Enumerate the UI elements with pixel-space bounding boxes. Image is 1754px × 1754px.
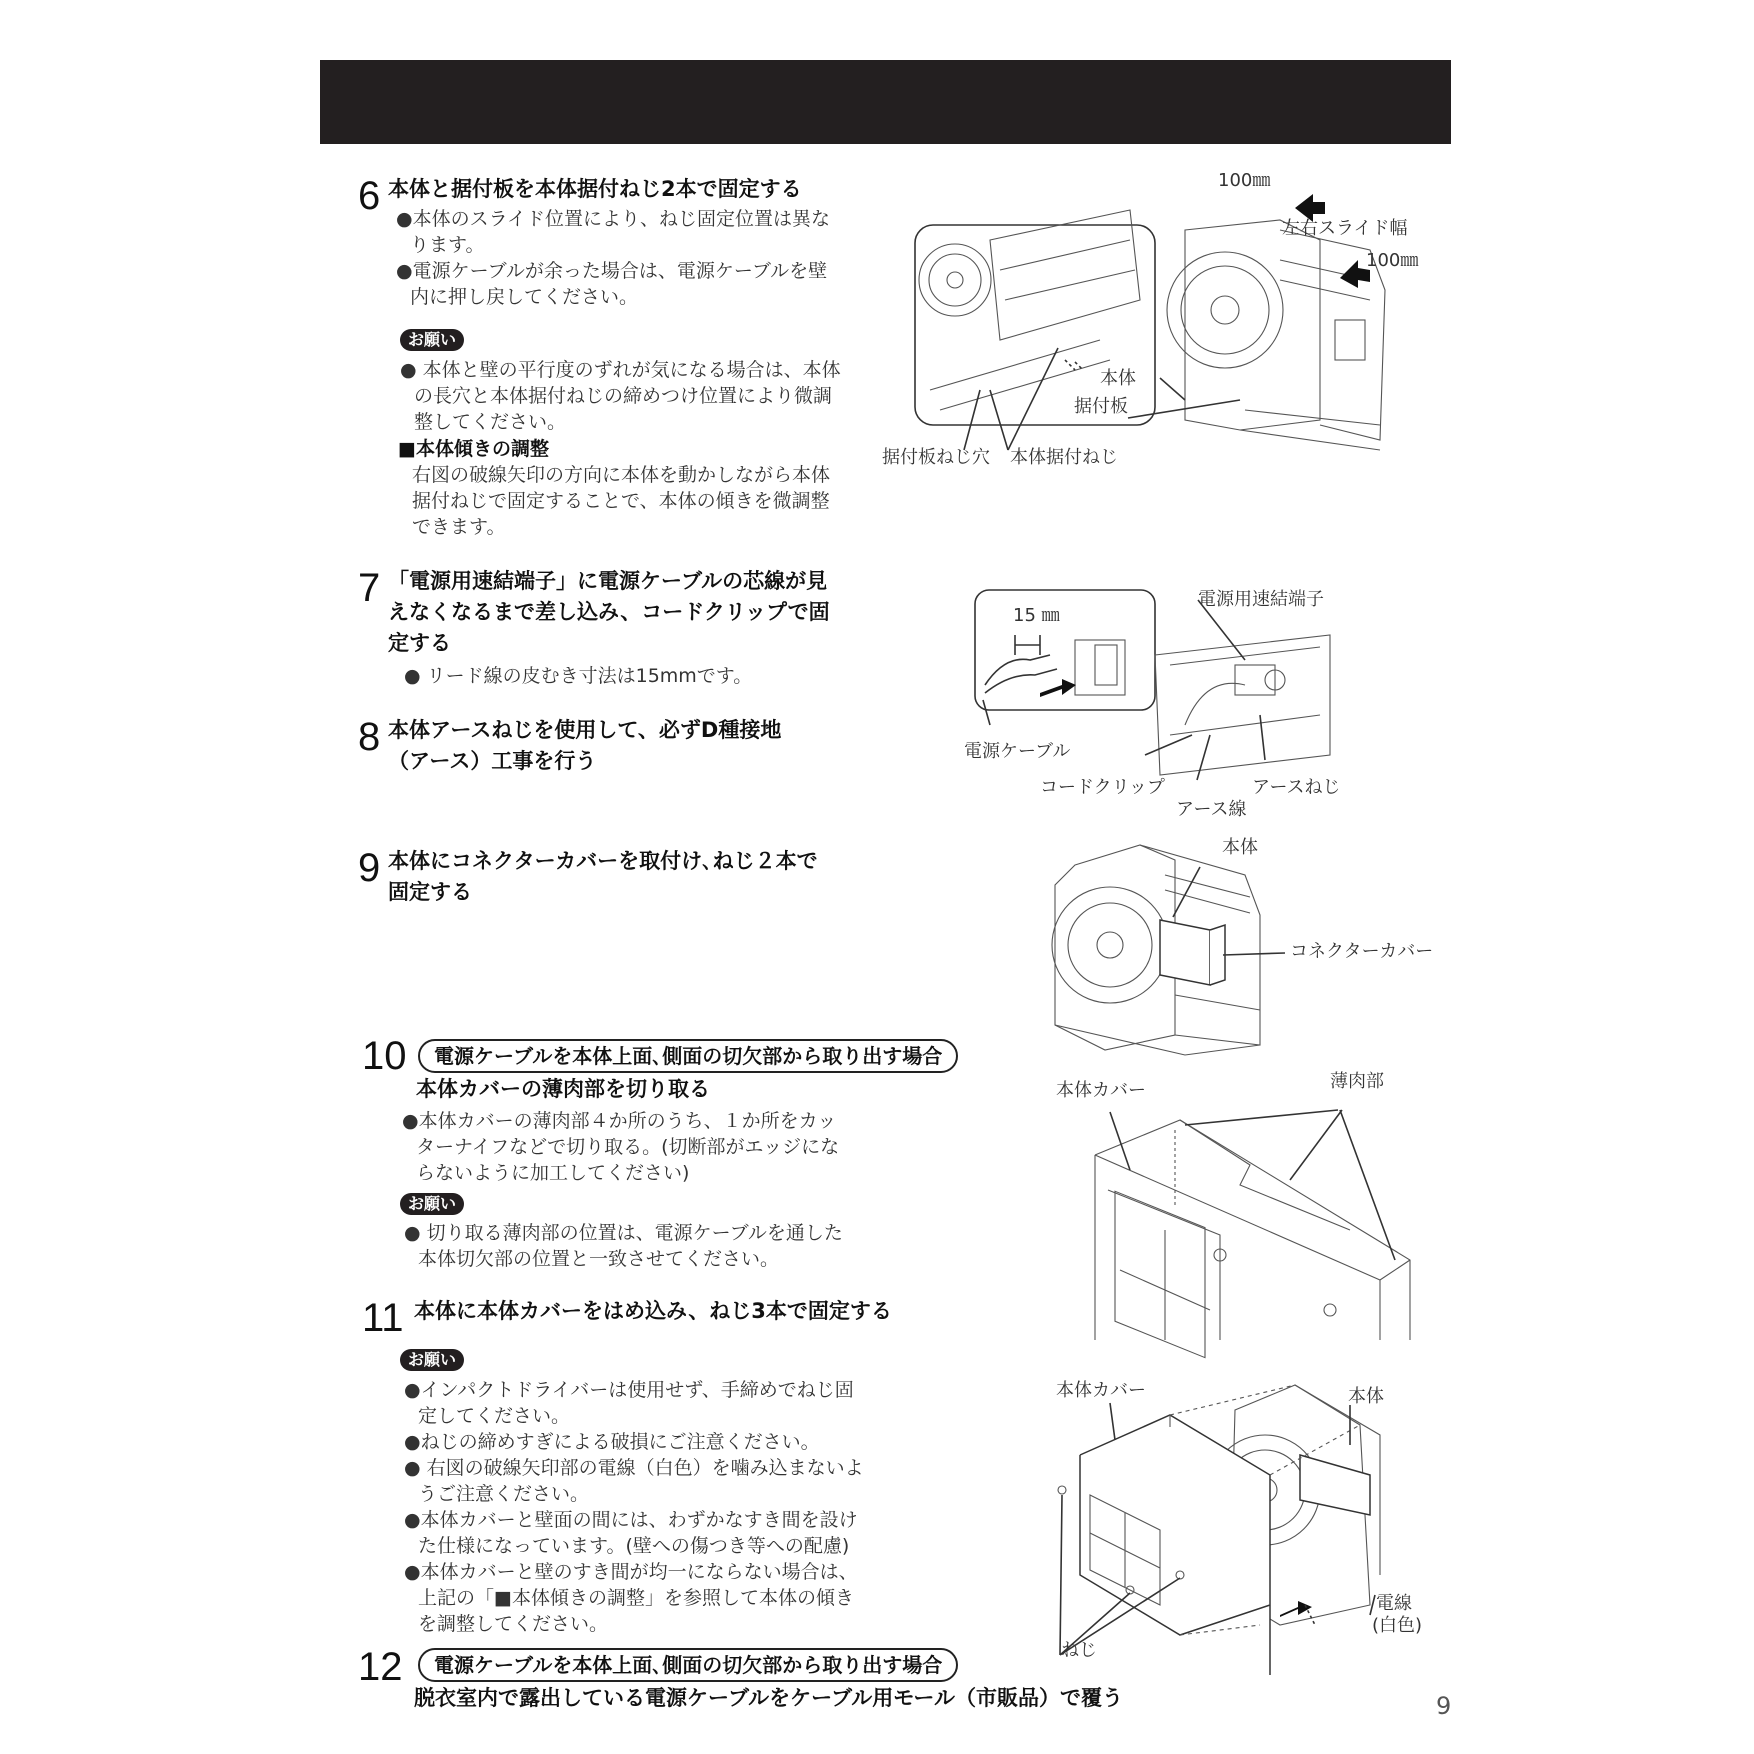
earth-screw-label: アースねじ [1252, 777, 1341, 798]
step-7-number: 7 [358, 566, 381, 610]
note-line: を調整してください。 [418, 1613, 609, 1635]
note-line: ●インパクトドライバーは使用せず、手締めでねじ固 [404, 1379, 854, 1401]
text-line: できます。 [412, 516, 506, 538]
step-10-bullets [402, 1108, 902, 1186]
note-line: うご注意ください。 [418, 1483, 590, 1505]
tilt-adjust-text [412, 462, 912, 540]
step-6-title: 本体と据付板を本体据付ねじ2本で固定する [388, 177, 802, 201]
plate-screw-hole-label: 据付板ねじ穴 [882, 447, 990, 468]
bullet-line: ります。 [410, 234, 485, 256]
step-11-notes [404, 1377, 924, 1637]
figure-6-diagram [900, 170, 1420, 470]
title-line: （アース）工事を行う [388, 749, 597, 773]
body-cover-label-fig10: 本体カバー [1056, 1080, 1146, 1101]
strip-length-label: 15 ㎜ [1013, 605, 1060, 626]
bullet-line: らないように加工してください) [416, 1162, 690, 1184]
step-11-title: 本体に本体カバーをはめ込み、ねじ3本で固定する [414, 1299, 892, 1323]
note-line: ●ねじの締めすぎによる破損にご注意ください。 [404, 1431, 820, 1453]
note-line: の長穴と本体据付ねじの締めつけ位置により微調 [414, 385, 833, 407]
note-line: 整してください。 [414, 411, 567, 433]
honntai-label: 本体 [1100, 368, 1136, 389]
onegai-badge: お願い [400, 329, 464, 351]
bullet-line: ●本体カバーの薄肉部４か所のうち、１か所をカッ [402, 1110, 837, 1132]
step-10-condition-pill: 電源ケーブルを本体上面､側面の切欠部から取り出す場合 [418, 1039, 958, 1073]
note-line: た仕様になっています。(壁への傷つき等への配慮) [418, 1535, 850, 1557]
dim-label-100-top: 100㎜ [1218, 170, 1271, 191]
onegai-badge: お願い [400, 1349, 464, 1371]
step-10-notes [404, 1220, 904, 1272]
bullet-line: ●電源ケーブルが余った場合は、電源ケーブルを壁 [396, 260, 828, 282]
note-line: ●本体カバーと壁のすき間が均一にならない場合は、 [404, 1561, 858, 1583]
bullet-line: ターナイフなどで切り取る。(切断部がエッジにな [416, 1136, 840, 1158]
figure-10-diagram [1050, 1070, 1430, 1340]
power-cable-label: 電源ケーブル [964, 741, 1071, 762]
dim-label-100-right: 100㎜ [1366, 250, 1419, 271]
header-bar [320, 60, 1451, 144]
step-8-title [388, 715, 781, 777]
note-line: 本体切欠部の位置と一致させてください。 [418, 1248, 780, 1270]
quick-terminal-label: 電源用速結端子 [1198, 589, 1324, 610]
step-10-title: 本体カバーの薄肉部を切り取る [416, 1077, 710, 1101]
step-7-title [388, 566, 908, 659]
title-line: 固定する [388, 880, 472, 904]
note-line: ● 右図の破線矢印部の電線（白色）を噛み込まないよ [404, 1457, 864, 1479]
title-line: えなくなるまで差し込み、コードクリップで固 [388, 600, 830, 624]
screws-label: ねじ [1061, 1640, 1097, 1661]
page-number: 9 [1436, 1692, 1452, 1720]
wire-label: 電線 [1376, 1593, 1412, 1614]
honntai-label-fig11: 本体 [1348, 1386, 1384, 1407]
body-screw-label: 本体据付ねじ [1010, 447, 1118, 468]
step-8-number: 8 [358, 715, 381, 759]
note-line: ●本体カバーと壁面の間には、わずかなすき間を設け [404, 1509, 858, 1531]
step-6-notes [400, 357, 900, 435]
cord-clip-label: コードクリップ [1040, 777, 1165, 798]
note-line: ● 切り取る薄肉部の位置は、電源ケーブルを通した [404, 1222, 843, 1244]
title-line: 定する [388, 631, 451, 655]
step-9-number: 9 [358, 846, 381, 890]
connector-cover-label: コネクターカバー [1290, 941, 1434, 962]
step-12-condition-pill: 電源ケーブルを本体上面､側面の切欠部から取り出す場合 [418, 1648, 958, 1682]
onegai-badge: お願い [400, 1193, 464, 1215]
body-cover-label-fig11: 本体カバー [1056, 1380, 1146, 1401]
step-6-bullets [396, 206, 896, 310]
step-12-number: 12 [358, 1645, 403, 1689]
text-line: 据付ねじで固定することで、本体の傾きを微調整 [412, 490, 830, 512]
note-line: 上記の「■本体傾きの調整」を参照して本体の傾き [418, 1587, 854, 1609]
honntai-label-fig9: 本体 [1222, 837, 1258, 858]
thin-part-label: 薄肉部 [1330, 1071, 1384, 1092]
title-line: 「電源用速結端子」に電源ケーブルの芯線が見 [388, 569, 828, 593]
suetsukeita-label: 据付板 [1074, 396, 1128, 417]
title-line: 本体アースねじを使用して、必ずD種接地 [388, 718, 782, 742]
note-line: 定してください。 [418, 1405, 571, 1427]
bullet-line: ●本体のスライド位置により、ねじ固定位置は異な [396, 208, 831, 230]
text-line: 右図の破線矢印の方向に本体を動かしながら本体 [412, 464, 831, 486]
tilt-adjust-heading: ■本体傾きの調整 [398, 438, 549, 460]
step-9-title [388, 846, 818, 908]
step-7-bullet: ● リード線の皮むき寸法は15mmです。 [404, 665, 753, 687]
step-12-title: 脱衣室内で露出している電源ケーブルをケーブル用モール（市販品）で覆う [414, 1686, 1123, 1710]
step-6-number: 6 [358, 174, 381, 218]
step-11-number: 11 [362, 1296, 404, 1340]
slide-width-label: 左右スライド幅 [1282, 218, 1408, 239]
step-10-number: 10 [362, 1034, 407, 1078]
note-line: ● 本体と壁の平行度のずれが気になる場合は、本体 [400, 359, 841, 381]
wire-white-label: (白色) [1372, 1615, 1423, 1636]
title-line: 本体にコネクターカバーを取付け､ねじ２本で [388, 849, 818, 873]
bullet-line: 内に押し戻してください。 [410, 286, 639, 308]
earth-wire-label: アース線 [1176, 799, 1247, 820]
